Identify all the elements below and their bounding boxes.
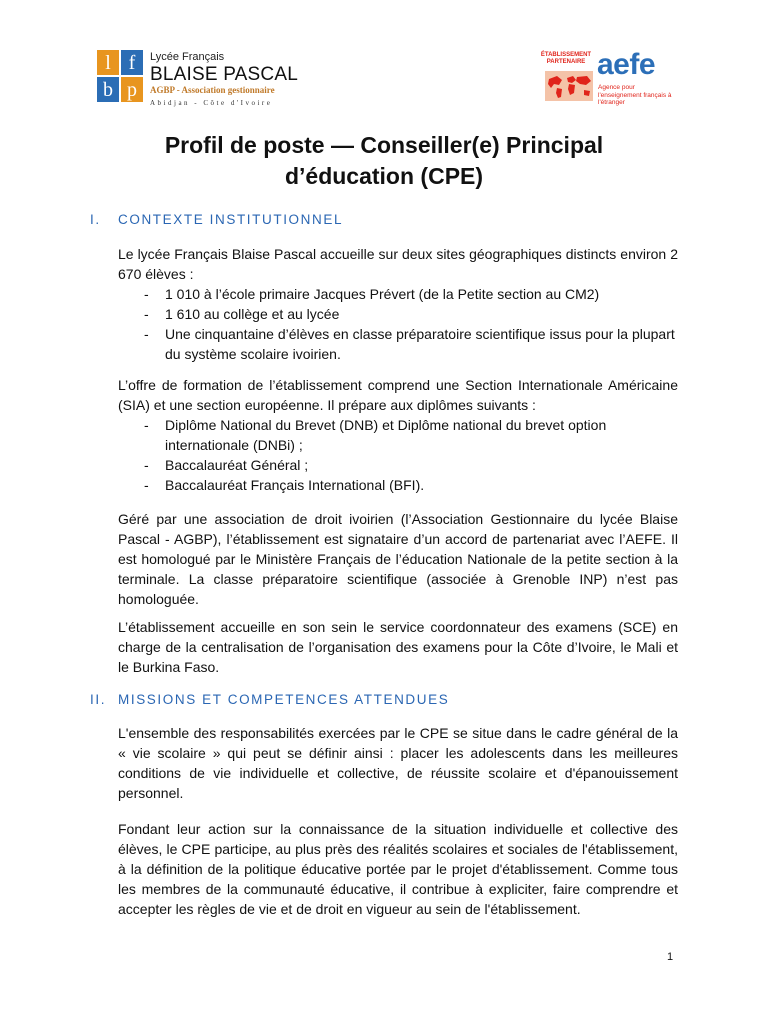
title-line-1: Profil de poste — Conseiller(e) Principal	[164, 132, 604, 158]
aefe-wordmark: aefe	[597, 48, 656, 81]
paragraph-action-cpe: Fondant leur action sur la connaissance de la situation individuelle et collective des élèves, le CPE participe, au plus près des réalités scolaires et sociales de l'établissement, à la définition de la politique éducative portée par le projet d'établissement. Comme tous les membres de la communauté éducative, il contribue à expliciter, faire comprendre et accepter les règles de vie et de droit en vigueur au sein de l'établissement.	[118, 821, 678, 917]
list-item: - Baccalauréat Général ;	[118, 455, 678, 475]
logo-school-name: BLAISE PASCAL	[150, 64, 298, 85]
lfbp-letter-grid	[97, 50, 143, 102]
page-title	[80, 130, 688, 192]
list-item: - Diplôme National du Brevet (DNB) et Diplôme national du brevet option internationale (DNBi) ;	[118, 415, 678, 455]
logo-agbp: AGBP - Association gestionnaire	[150, 85, 275, 95]
list-diplomes	[118, 415, 678, 495]
list-effectifs	[118, 284, 678, 364]
lfbp-logo-text	[150, 51, 298, 108]
logo-letter-p: p	[121, 77, 143, 102]
aefe-agency-caption: Agence pour l'enseignement français à l'étranger	[598, 84, 672, 106]
list-item: - 1 010 à l’école primaire Jacques Prévert (de la Petite section au CM2)	[118, 284, 678, 304]
section-label: CONTEXTE INSTITUTIONNEL	[118, 212, 344, 227]
section-number: I.	[90, 212, 101, 227]
list-item: - Une cinquantaine d’élèves en classe préparatoire scientifique issus pour la plupart du système scolaire ivoirien.	[118, 324, 678, 364]
logo-letter-b: b	[97, 77, 119, 102]
logo-letter-f: f	[121, 50, 143, 75]
logo-line-lycee: Lycée Français	[150, 51, 225, 63]
world-map-icon	[545, 71, 593, 101]
paragraph-offre-formation: L’offre de formation de l’établissement comprend une Section Internationale Américaine (SIA) et une section européenne. Il prépare aux diplômes suivants :	[118, 377, 678, 413]
paragraph-sce: L’établissement accueille en son sein le service coordonnateur des examens (SCE) en charge de la centralisation de l’organisation des examens pour la Côte d’Ivoire, le Mali et le Burkina Faso.	[118, 619, 678, 675]
aefe-partner-badge: ÉTABLISSEMENT PARTENAIRE	[540, 52, 592, 65]
paragraph-vie-scolaire: L'ensemble des responsabilités exercées par le CPE se situe dans le cadre général de la « vie scolaire » qui peut se définir ainsi : placer les adolescents dans les meilleures conditions de vie individuelle et collective, de réussite scolaire et d'épanouissement personnel.	[118, 725, 678, 801]
logo-letter-l: l	[97, 50, 119, 75]
paragraph-effectifs: Le lycée Français Blaise Pascal accueille sur deux sites géographiques distincts environ 2 670 élèves :	[118, 246, 678, 282]
list-item: - Baccalauréat Français International (BFI).	[118, 475, 678, 495]
section-label: MISSIONS ET COMPETENCES ATTENDUES	[118, 692, 450, 707]
lfbp-logo	[97, 50, 298, 108]
title-line-2: d’éducation (CPE)	[284, 163, 484, 189]
section-number: II.	[90, 692, 107, 707]
section-heading-contexte	[90, 212, 343, 227]
aefe-logo	[537, 47, 677, 109]
paragraph-gestion: Géré par une association de droit ivoirien (l’Association Gestionnaire du lycée Blaise Pascal - AGBP), l’établissement est signataire d’un accord de partenariat avec l’AEFE. Il est homologué par le Ministère Français de l’éducation Nationale de la petite section à la terminale. La classe préparatoire scientifique (associée à Grenoble INP) n’est pas homologuée.	[118, 511, 678, 607]
logo-city: Abidjan - Côte d'Ivoire	[150, 99, 273, 107]
section-heading-missions	[90, 692, 449, 707]
page-number: 1	[667, 951, 674, 963]
list-item: - 1 610 au collège et au lycée	[118, 304, 678, 324]
